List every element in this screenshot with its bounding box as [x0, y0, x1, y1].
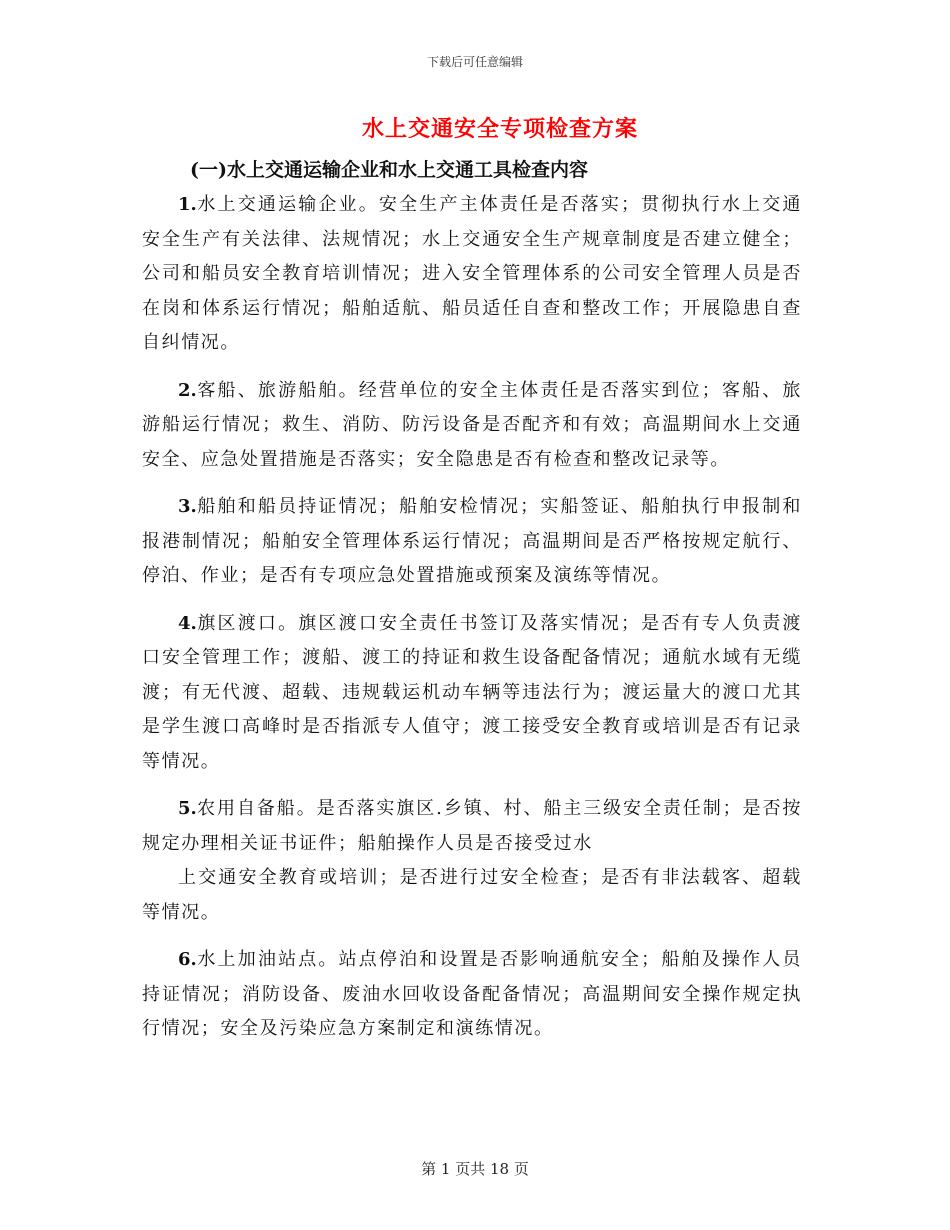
section-heading: (一)水上交通运输企业和水上交通工具检查内容 — [190, 159, 588, 181]
paragraph-text: 水上交通运输企业。安全生产主体责任是否落实；贯彻执行水上交通安全生产有关法律、法规情况；水上交通安全生产规章制度是否建立健全；公司和船员安全教育培训情况；进入安全管理体系的公司安全管理人员是否在岗和体系运行情况；船舶适航、船员适任自查和整改工作；开展隐患自查自纠情况。 — [142, 194, 802, 353]
paragraph-text: 客船、旅游船舶。经营单位的安全主体责任是否落实到位；客船、旅游船运行情况；救生、消防、防污设备是否配齐和有效；高温期间水上交通安全、应急处置措施是否落实；安全隐患是否有检查和整改记录等。 — [142, 379, 802, 470]
page-footer: 第 1 页共 18 页 — [421, 1160, 529, 1178]
paragraph-text: 旗区渡口。旗区渡口安全责任书签订及落实情况；是否有专人负责渡口安全管理工作；渡船、渡工的持证和救生设备配备情况；通航水域有无缆渡；有无代渡、超载、违规载运机动车辆等违法行为；渡运量大的渡口尤其是学生渡口高峰时是否指派专人值守；渡工接受安全教育或培训是否有记录等情况。 — [142, 612, 802, 772]
paragraph-5 — [142, 792, 802, 861]
paragraph-number: 2. — [178, 379, 197, 401]
document-title: 水上交通安全专项检查方案 — [361, 116, 638, 142]
paragraph-number: 6. — [178, 949, 197, 970]
paragraph-3 — [142, 490, 802, 594]
paragraph-6 — [142, 943, 802, 1047]
paragraph-2 — [142, 374, 802, 478]
paragraph-number: 5. — [178, 798, 197, 819]
paragraph-text: 上交通安全教育或培训；是否进行过安全检查；是否有非法载客、超载等情况。 — [142, 867, 802, 923]
paragraph-text: 农用自备船。是否落实旗区.乡镇、村、船主三级安全责任制；是否按规定办理相关证书证件；船舶操作人员是否接受过水 — [142, 798, 802, 854]
paragraph-text: 船舶和船员持证情况；船舶安检情况；实船签证、船舶执行申报制和报港制情况；船舶安全管理体系运行情况；高温期间是否严格按规定航行、停泊、作业；是否有专项应急处置措施或预案及演练等情况。 — [142, 496, 802, 586]
paragraph-5-continued — [142, 861, 802, 930]
page-header: 下载后可任意编辑 — [426, 55, 523, 69]
document-body — [142, 188, 802, 1060]
paragraph-number: 3. — [178, 496, 197, 517]
paragraph-text: 水上加油站点。站点停泊和设置是否影响通航安全；船舶及操作人员持证情况；消防设备、废油水回收设备配备情况；高温期间安全操作规定执行情况；安全及污染应急方案制定和演练情况。 — [142, 949, 802, 1039]
paragraph-number: 1. — [178, 194, 197, 215]
paragraph-4 — [142, 607, 802, 780]
paragraph-1 — [142, 188, 802, 361]
paragraph-number: 4. — [178, 612, 197, 634]
